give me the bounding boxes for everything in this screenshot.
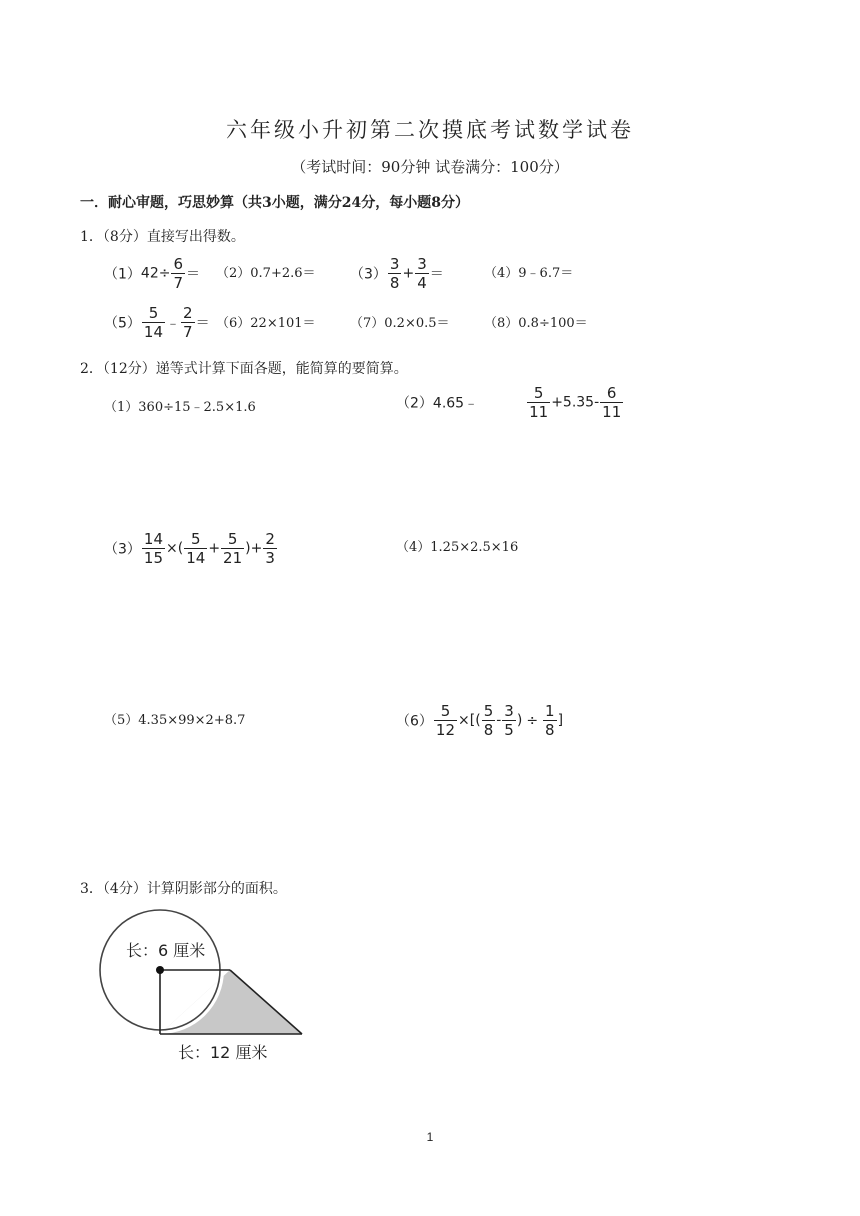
section-heading: 一．耐心审题，巧思妙算（共3小题，满分24分，每小题8分） <box>80 195 469 211</box>
q1-problem-3: （3） $\frac{3}{8}$ + $\frac{3}{4}$ ＝ <box>350 255 444 292</box>
q1-problem-7: （7）0.2×0.5＝ <box>350 316 450 331</box>
q2-problem-5: （5）4.35×99×2+8.7 <box>104 713 246 728</box>
fraction: $\frac{5}{8}$ <box>483 702 494 739</box>
center-dot <box>156 966 164 974</box>
page-number: 1 <box>426 1130 434 1144</box>
question-3-heading: 3．（4分）计算阴影部分的面积。 <box>80 881 287 897</box>
fraction: $\frac{6}{7}$ <box>173 255 184 292</box>
fraction: $\frac{3}{4}$ <box>417 255 427 292</box>
q1-problem-5: （5） $\frac{5}{14}$ ﹣ $\frac{2}{7}$ ＝ <box>104 304 210 341</box>
q1-problem-4: （4）9﹣6.7＝ <box>484 266 574 281</box>
fraction: $\frac{3}{8}$ <box>389 255 400 292</box>
q1-problem-6: （6）22×101＝ <box>216 316 316 331</box>
fraction: $\frac{5}{11}$ <box>529 384 549 421</box>
radius-label: 长：6 厘米 <box>126 941 206 960</box>
question-2-heading: 2．（12分）递等式计算下面各题，能简算的要简算。 <box>80 361 408 377</box>
fraction: $\frac{2}{7}$ <box>183 304 193 341</box>
fraction: $\frac{2}{3}$ <box>265 530 275 567</box>
question-1-heading: 1．（8分）直接写出得数。 <box>80 229 245 245</box>
q1-problem-1: （1）42÷ $\frac{6}{7}$ ＝ <box>104 255 201 292</box>
base-label: 长：12 厘米 <box>178 1043 268 1062</box>
q2-problem-1: （1）360÷15﹣2.5×1.6 <box>104 400 256 415</box>
q2-problem-3: （3） $\frac{14}{15}$ ×( $\frac{5}{14}$ + $\frac{5}{21}$ )+ $\frac{2}{3}$ <box>104 530 275 567</box>
fraction: $\frac{5}{14}$ <box>186 530 206 567</box>
fraction: $\frac{1}{8}$ <box>545 702 555 739</box>
page-title: 六年级小升初第二次摸底考试数学试卷 <box>226 118 634 142</box>
fraction: $\frac{6}{11}$ <box>602 384 622 421</box>
fraction: $\frac{5}{14}$ <box>143 304 164 341</box>
q2-problem-4: （4）1.25×2.5×16 <box>396 540 519 555</box>
fraction: $\frac{14}{15}$ <box>143 530 164 567</box>
fraction: $\frac{3}{5}$ <box>504 702 514 739</box>
q2-problem-6: （6） $\frac{5}{12}$ ×[( $\frac{5}{8}$ - $\frac{3}{5}$ ) ÷ $\frac{1}{8}$ ] <box>396 702 564 739</box>
fraction: $\frac{5}{12}$ <box>435 702 456 739</box>
q2-problem-2: （2）4.65﹣ $\frac{5}{11}$ +5.35- $\frac{6}{11}$ <box>396 384 622 421</box>
q1-problem-2: （2）0.7+2.6＝ <box>216 266 316 281</box>
fraction: $\frac{5}{21}$ <box>223 530 243 567</box>
q1-problem-8: （8）0.8÷100＝ <box>484 316 588 331</box>
exam-subtitle: （考试时间：90分钟 试卷满分：100分） <box>291 158 569 176</box>
shaded-area-figure <box>90 908 320 1068</box>
